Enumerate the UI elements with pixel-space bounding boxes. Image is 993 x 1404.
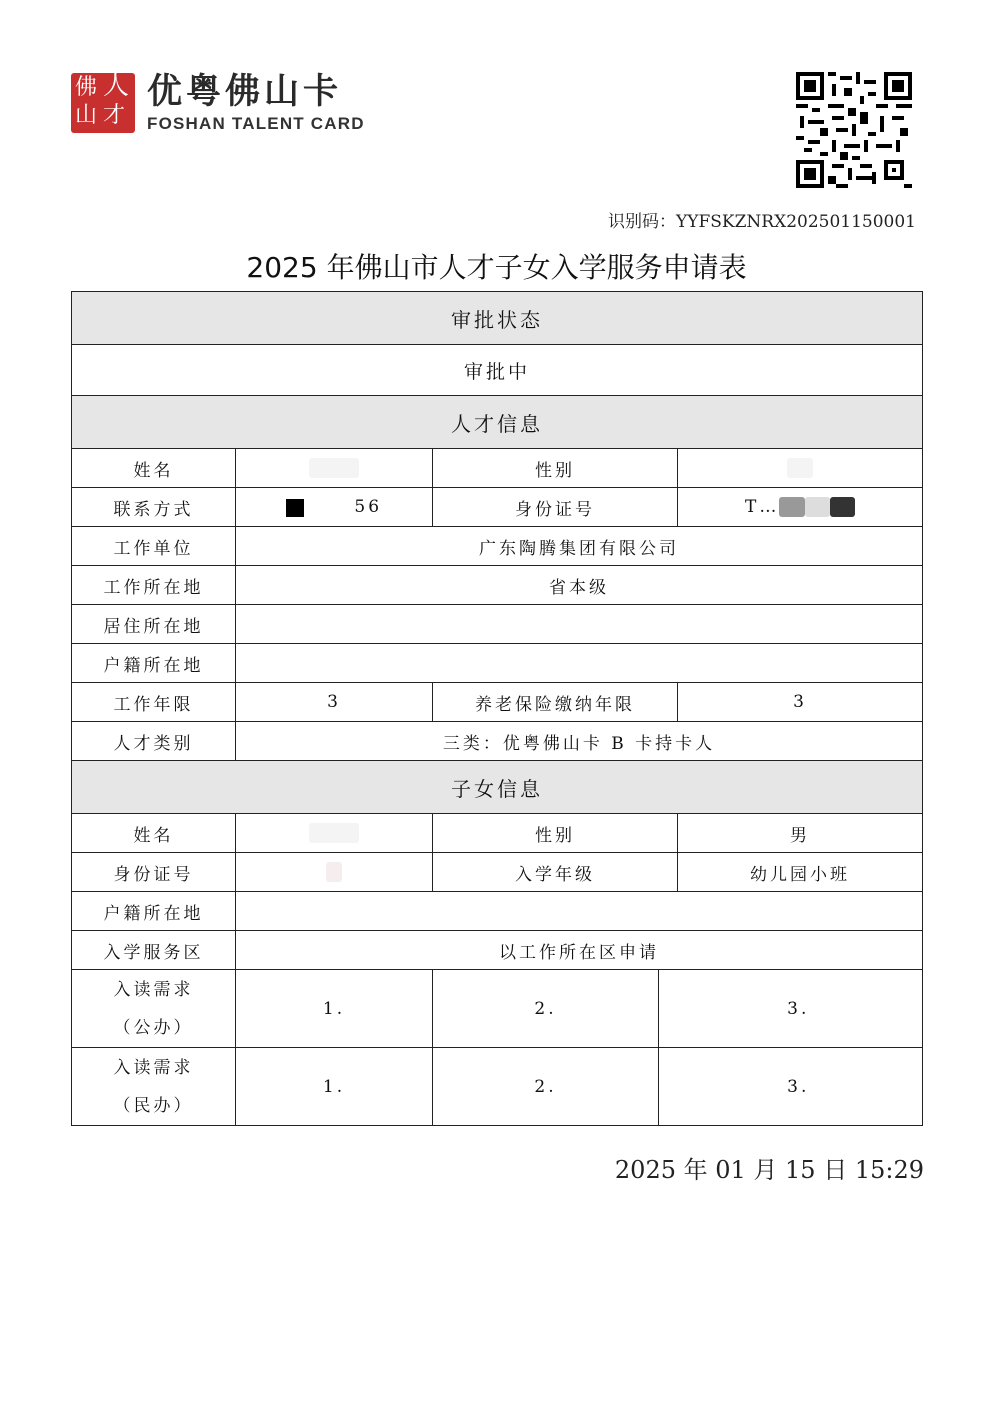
work-years-value: 3 xyxy=(236,683,433,722)
seal-logo-icon xyxy=(71,73,135,133)
employer-value: 广东陶腾集团有限公司 xyxy=(236,527,923,566)
redacted-block xyxy=(779,497,804,517)
talent-name-value xyxy=(236,449,433,488)
public-choice-1: 1. xyxy=(236,970,433,1048)
pension-years-label: 养老保险缴纳年限 xyxy=(433,683,678,722)
child-name-value xyxy=(236,814,433,853)
child-info-header: 子女信息 xyxy=(72,761,923,814)
public-demand-label xyxy=(72,970,236,1048)
service-area-value: 以工作所在区申请 xyxy=(236,931,923,970)
public-choice-2 xyxy=(433,970,810,1048)
approval-status-header: 审批状态 xyxy=(72,292,923,345)
redacted-block xyxy=(787,458,812,478)
approval-status-value: 审批中 xyxy=(72,345,923,396)
service-area-label: 入学服务区 xyxy=(72,931,236,970)
work-location-value: 省本级 xyxy=(236,566,923,605)
grade-label: 入学年级 xyxy=(433,853,678,892)
work-years-label: 工作年限 xyxy=(72,683,236,722)
demand-label-line: （民办） xyxy=(113,1095,194,1116)
demand-label-line: 入读需求 xyxy=(113,1057,194,1078)
residence-value xyxy=(236,605,923,644)
public-choice-2-text: 2. xyxy=(433,970,659,1047)
logo-name-en: FOSHAN TALENT CARD xyxy=(147,114,365,133)
public-choice-3: 3. xyxy=(787,998,810,1019)
seal-char: 山 xyxy=(75,103,98,128)
phone-visible-digits: 56 xyxy=(354,497,383,517)
identification-code xyxy=(608,207,916,232)
work-location-label: 工作所在地 xyxy=(72,566,236,605)
logo-name-cn: 优粤佛山卡 xyxy=(147,72,343,112)
child-id-label: 身份证号 xyxy=(72,853,236,892)
demand-label-line: （公办） xyxy=(113,1017,194,1038)
child-id-value xyxy=(236,853,433,892)
foshan-talent-card-logo xyxy=(71,72,365,134)
child-gender-value: 男 xyxy=(678,814,923,853)
child-hukou-value xyxy=(236,892,923,931)
employer-label: 工作单位 xyxy=(72,527,236,566)
talent-phone-label: 联系方式 xyxy=(72,488,236,527)
redacted-block xyxy=(309,823,359,843)
talent-id-value xyxy=(678,488,923,527)
grade-value: 幼儿园小班 xyxy=(678,853,923,892)
id-visible-prefix: T… xyxy=(745,497,780,517)
talent-gender-value xyxy=(678,449,923,488)
redacted-block xyxy=(309,458,359,478)
private-choice-2 xyxy=(433,1048,810,1126)
seal-char: 人 xyxy=(103,71,130,101)
redacted-block xyxy=(805,497,830,517)
id-code-value: YYFSKZNRX202501150001 xyxy=(676,212,916,232)
submission-datetime: 2025 年 01 月 15 日 15:29 xyxy=(614,1156,924,1184)
talent-hukou-label: 户籍所在地 xyxy=(72,644,236,683)
talent-category-label: 人才类别 xyxy=(72,722,236,761)
private-choice-2-text: 2. xyxy=(433,1048,659,1125)
qr-code-icon xyxy=(796,72,912,188)
talent-id-label: 身份证号 xyxy=(433,488,678,527)
child-hukou-label: 户籍所在地 xyxy=(72,892,236,931)
pension-years-value: 3 xyxy=(678,683,923,722)
child-gender-label: 性别 xyxy=(433,814,678,853)
talent-category-value: 三类：优粤佛山卡 B 卡持卡人 xyxy=(236,722,923,761)
talent-hukou-value xyxy=(236,644,923,683)
residence-label: 居住所在地 xyxy=(72,605,236,644)
id-code-label: 识别码： xyxy=(608,212,677,232)
application-form-table xyxy=(71,291,923,1126)
talent-name-label: 姓名 xyxy=(72,449,236,488)
talent-info-header: 人才信息 xyxy=(72,396,923,449)
demand-label-line: 入读需求 xyxy=(113,979,194,1000)
page-title: 2025 年佛山市人才子女入学服务申请表 xyxy=(246,251,747,284)
child-name-label: 姓名 xyxy=(72,814,236,853)
talent-gender-label: 性别 xyxy=(433,449,678,488)
seal-char: 才 xyxy=(103,103,126,128)
redaction-mark xyxy=(286,499,304,517)
talent-phone-value xyxy=(236,488,433,527)
redacted-block xyxy=(830,497,855,517)
redacted-block xyxy=(326,862,343,882)
private-choice-1: 1. xyxy=(236,1048,433,1126)
private-demand-label xyxy=(72,1048,236,1126)
seal-char: 佛 xyxy=(75,75,98,100)
private-choice-3: 3. xyxy=(787,1076,810,1097)
